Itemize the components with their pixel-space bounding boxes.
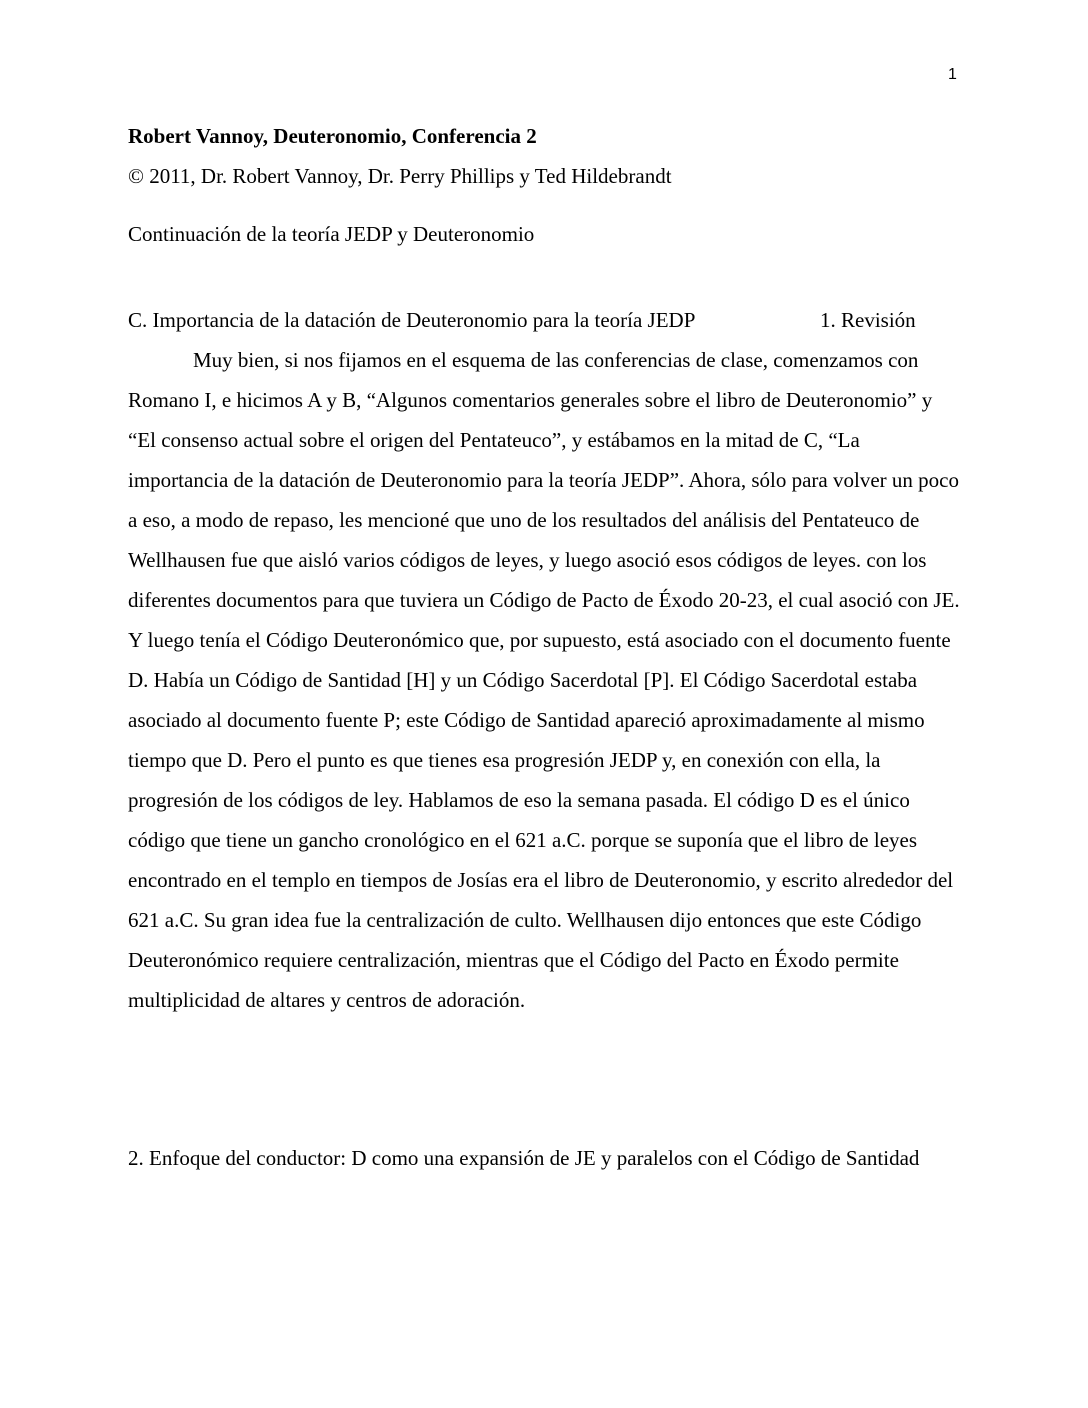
copyright-line: © 2011, Dr. Robert Vannoy, Dr. Perry Phillips y Ted Hildebrandt (128, 164, 672, 188)
section-c-heading: C. Importancia de la datación de Deuteronomio para la teoría JEDP (128, 308, 696, 332)
section-c-subheading: 1. Revisión (820, 308, 916, 332)
page-number: 1 (948, 66, 957, 83)
section-2-heading: 2. Enfoque del conductor: D como una expansión de JE y paralelos con el Código de Santidad (128, 1146, 920, 1170)
document-title: Robert Vannoy, Deuteronomio, Conferencia 2 (128, 124, 537, 148)
body-paragraph: Muy bien, si nos fijamos en el esquema de las conferencias de clase, comenzamos con Romano I, e hicimos A y B, “Algunos comentarios generales sobre el libro de Deuteronomio” y “El consenso actual sobre el origen del Pentateuco”, y estábamos en la mitad de C, “La importancia de la datación de Deuteronomio para la teoría JEDP”. Ahora, sólo para volver un poco a eso, a modo de repaso, les mencioné que uno de los resultados del análisis del Pentateuco de Wellhausen fue que aisló varios códigos de leyes, y luego asoció esos códigos de leyes. con los diferentes documentos para que tuviera un Código de Pacto de Éxodo 20-23, el cual asoció con JE. Y luego tenía el Código Deuteronómico que, por supuesto, está asociado con el documento fuente D. Había un Código de Santidad [H] y un Código Sacerdotal [P]. El Código Sacerdotal estaba asociado al documento fuente P; este Código de Santidad apareció aproximadamente al mismo tiempo que D. Pero el punto es que tienes esa progresión JEDP y, en conexión con ella, la progresión de los códigos de ley. Hablamos de eso la semana pasada. El código D es el único código que tiene un gancho cronológico en el 621 a.C. porque se suponía que el libro de leyes encontrado en el templo en tiempos de Josías era el libro de Deuteronomio, y escrito alrededor del 621 a.C. Su gran idea fue la centralización de culto. Wellhausen dijo entonces que este Código Deuteronómico requiere centralización, mientras que el Código del Pacto en Éxodo permite multiplicidad de altares y centros de adoración. (128, 348, 960, 1012)
section-c-heading-row (128, 300, 928, 340)
document-subtitle: Continuación de la teoría JEDP y Deuteronomio (128, 222, 535, 246)
